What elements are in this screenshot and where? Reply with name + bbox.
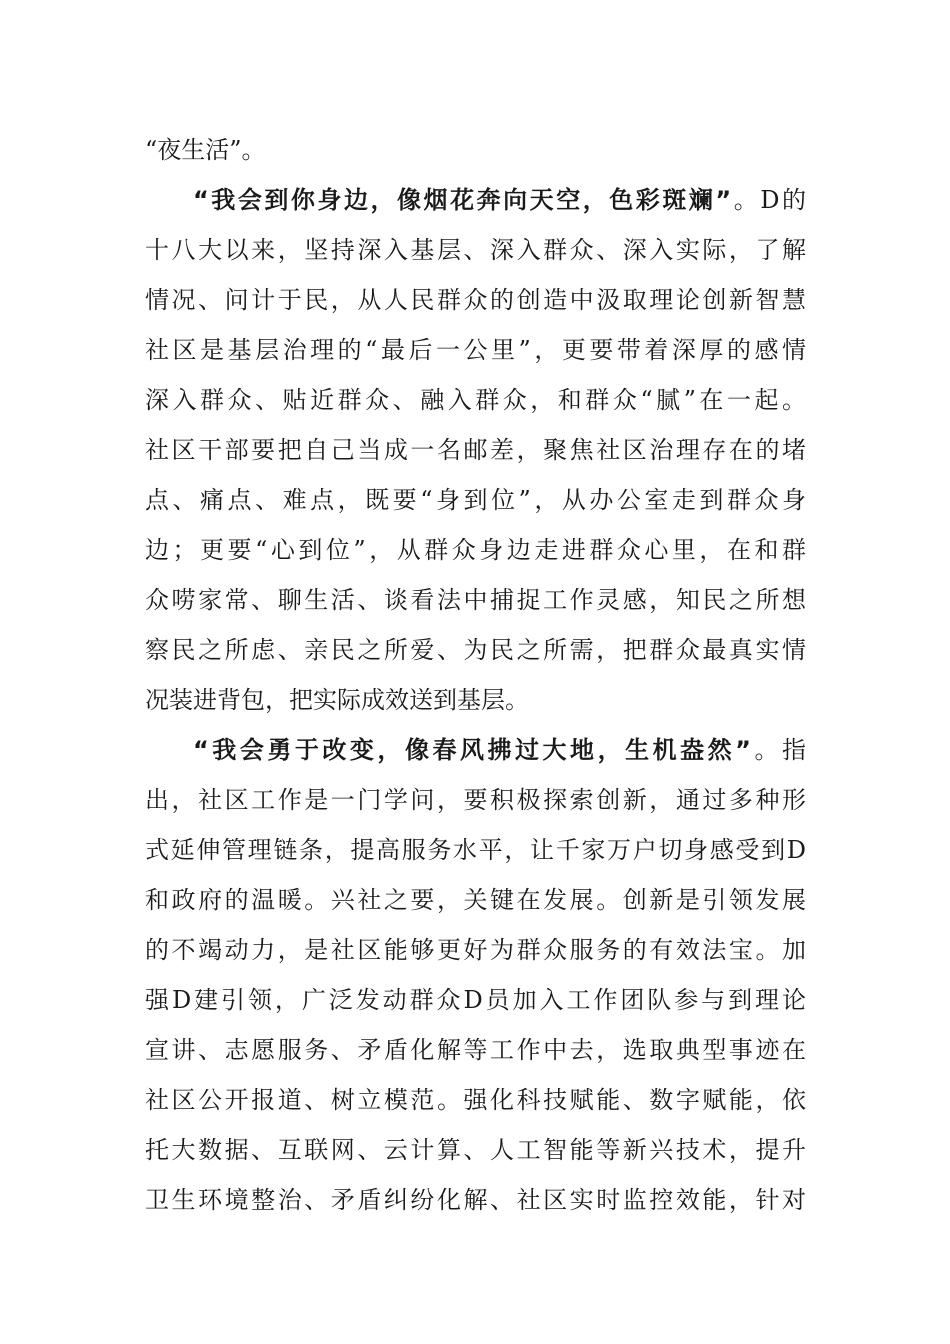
paragraph-line: 深入群众、贴近群众、融入群众，和群众“腻”在一起。 <box>145 386 806 414</box>
heading-rest: 。指 <box>750 736 806 764</box>
paragraph-line: 察民之所虑、亲民之所爱、为民之所需，把群众最真实情 <box>145 636 806 664</box>
paragraph-line: 十八大以来，坚持深入基层、深入群众、深入实际，了解 <box>145 236 806 264</box>
heading-quote: “我会到你身边，像烟花奔向天空，色彩斑斓” <box>193 186 732 214</box>
paragraph-line: 的不竭动力，是社区能够更好为群众服务的有效法宝。加 <box>145 936 806 964</box>
paragraph-line: 出，社区工作是一门学问，要积极探索创新，通过多种形 <box>145 786 806 814</box>
paragraph-line: 边；更要“心到位”，从群众身边走进群众心里，在和群 <box>145 536 806 564</box>
paragraph-line: 托大数据、互联网、云计算、人工智能等新兴技术，提升 <box>145 1136 806 1164</box>
paragraph-heading-line <box>193 733 806 767</box>
paragraph-line: “夜生活”。 <box>145 136 266 164</box>
heading-rest: 。D的 <box>731 186 806 214</box>
paragraph-line: 况装进背包，把实际成效送到基层。 <box>145 686 529 714</box>
paragraph-line: 社区干部要把自己当成一名邮差，聚焦社区治理存在的堵 <box>145 436 806 464</box>
paragraph-line: 点、痛点、难点，既要“身到位”，从办公室走到群众身 <box>145 486 806 514</box>
paragraph-line: 和政府的温暖。兴社之要，关键在发展。创新是引领发展 <box>145 886 806 914</box>
heading-quote: “我会勇于改变，像春风拂过大地，生机盎然” <box>193 736 751 764</box>
paragraph-line: 众唠家常、聊生活、谈看法中捕捉工作灵感，知民之所想 <box>145 586 806 614</box>
paragraph-line: 社区公开报道、树立模范。强化科技赋能、数字赋能，依 <box>145 1086 806 1114</box>
paragraph-line: 卫生环境整治、矛盾纠纷化解、社区实时监控效能，针对 <box>145 1186 806 1214</box>
paragraph-line: 社区是基层治理的“最后一公里”，更要带着深厚的感情 <box>145 336 806 364</box>
paragraph-heading-line <box>193 183 806 217</box>
paragraph-line: 情况、问计于民，从人民群众的创造中汲取理论创新智慧 <box>145 286 806 314</box>
paragraph-line: 宣讲、志愿服务、矛盾化解等工作中去，选取典型事迹在 <box>145 1036 806 1064</box>
paragraph-line: 强D建引领，广泛发动群众D员加入工作团队参与到理论 <box>145 986 806 1014</box>
paragraph-line: 式延伸管理链条，提高服务水平，让千家万户切身感受到D <box>145 836 806 864</box>
